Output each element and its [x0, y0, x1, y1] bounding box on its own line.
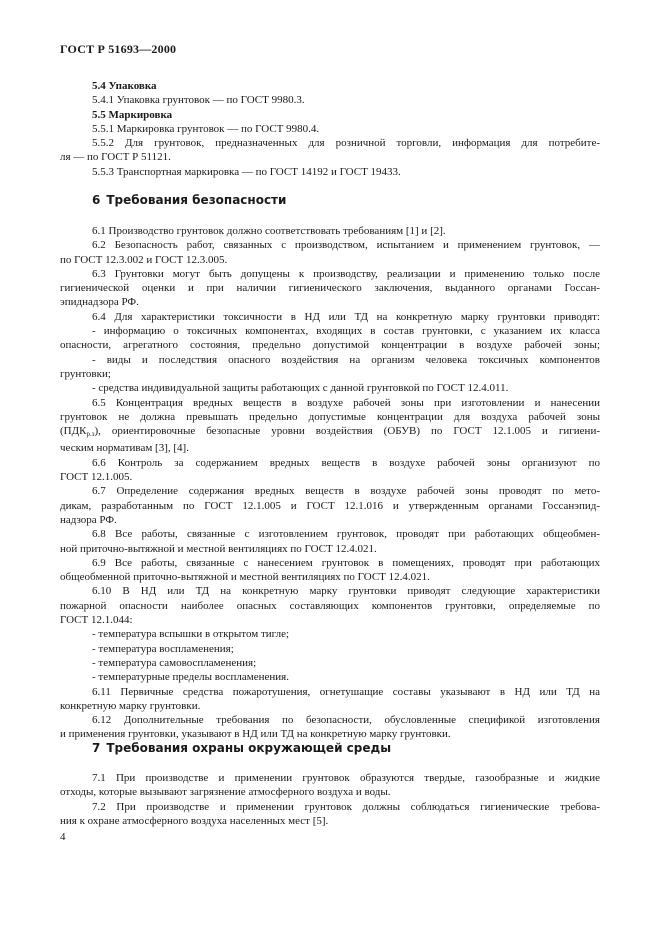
paragraph-line: 6.7 Определение содержания вредных веществ в воздухе рабочей зоны проводят по мето-	[92, 485, 600, 498]
paragraph-line: 5.5.3 Транспортная маркировка — по ГОСТ 14192 и ГОСТ 19433.	[92, 165, 401, 178]
list-item: - виды и последствия опасного воздействия на организм человека токсичных компонентов	[92, 353, 600, 366]
paragraph-line: опасности, агрегатного состояния, предельно допустимой концентрации в воздухе рабочей зоны;	[60, 339, 600, 352]
paragraph-line: 7.1 При производстве и применении грунтовок образуются твердые, газообразные и жидкие	[92, 772, 600, 784]
list-item: - температурные пределы воспламенения.	[92, 671, 289, 684]
paragraph-line: 6.11 Первичные средства пожаротушения, огнетушащие составы указывают в НД или ТД на	[92, 685, 600, 698]
paragraph-line: общеобменной приточно-вытяжной и местной вентиляциях по ГОСТ 12.4.021.	[60, 571, 430, 584]
paragraph-line: 6.10 В НД или ТД на конкретную марку грунтовки приводят следующие характеристики	[92, 585, 600, 598]
paragraph-line	[60, 424, 600, 441]
paragraph-line: и применения грунтовки, указывают в НД или ТД на конкретную марку грунтовки.	[60, 728, 451, 741]
list-item: - температура воспламенения;	[92, 642, 234, 655]
section-6-heading	[92, 193, 286, 207]
pdk-subscript: р.з	[86, 430, 95, 439]
paragraph-line: ния к охране атмосферного воздуха населенных мест [5].	[60, 814, 329, 827]
section-number: 7	[92, 741, 101, 755]
paragraph-line: 6.3 Грунтовки могут быть допущены к производству, реализации и применению только после	[92, 267, 600, 280]
paragraph-line: 6.9 Все работы, связанные с нанесением грунтовок в помещениях, проводят при работающих	[92, 556, 600, 569]
section-7-body	[60, 771, 600, 828]
list-item: - средства индивидуальной защиты работающих с данной грунтовкой по ГОСТ 12.4.011.	[92, 382, 509, 395]
section-number: 6	[92, 193, 101, 207]
paragraph-text: ), ориентировочные безопасные уровни воздействия (ОБУВ) по ГОСТ 12.1.005 и гигиени-	[94, 425, 600, 438]
paragraph-line: грунтовки;	[60, 367, 111, 380]
subsection-heading: 5.5 Маркировка	[92, 108, 173, 121]
paragraph-line: 5.5.2 Для грунтовок, предназначенных для розничной торговли, информация для потребите-	[92, 137, 600, 150]
paragraph-line: 6.8 Все работы, связанные с изготовлением грунтовок, проводят при работающих общеобмен-	[92, 528, 600, 541]
paragraph-line: 7.2 При производстве и применении грунтовок должны соблюдаться гигиенические требова-	[92, 800, 600, 813]
paragraph-line: ГОСТ 12.1.044:	[60, 614, 133, 627]
paragraph-line: ГОСТ 12.1.005.	[60, 471, 133, 484]
paragraph-line: по ГОСТ 12.3.002 и ГОСТ 12.3.005.	[60, 253, 228, 266]
paragraph-line: отходы, которые вызывают загрязнение атмосферного воздуха и воды.	[60, 786, 391, 799]
paragraph-line: 6.1 Производство грунтовок должно соответствовать требованиям [1] и [2].	[92, 225, 446, 237]
document-header: ГОСТ Р 51693—2000	[60, 42, 177, 56]
paragraph-line: ля — по ГОСТ Р 51121.	[60, 151, 171, 164]
paragraph-line: 6.5 Концентрация вредных веществ в воздухе рабочей зоны при изготовлении и нанесении	[92, 396, 600, 409]
paragraph-line: конкретную марку грунтовки.	[60, 699, 201, 712]
subsection-heading: 5.4 Упаковка	[92, 80, 157, 92]
paragraph-line: дикам, разработанным по ГОСТ 12.1.005 и ГОСТ 12.1.016 и утвержденным органами Госсанэпид-	[60, 499, 600, 512]
section-title: Требования охраны окружающей среды	[106, 741, 392, 755]
paragraph-line: грунтовок не должна превышать предельно допустимые концентрации для воздуха рабочей зоны	[60, 410, 600, 423]
list-item: - температура вспышки в открытом тигле;	[92, 628, 290, 641]
paragraph-line: 6.6 Контроль за содержанием вредных веществ в воздухе рабочей зоны организуют по	[92, 456, 600, 469]
paragraph-line: ческим нормативам [3], [4].	[60, 442, 189, 455]
section-title: Требования безопасности	[106, 193, 287, 207]
paragraph-line: 5.5.1 Маркировка грунтовок — по ГОСТ 9980.4.	[92, 122, 320, 135]
paragraph-line: гигиенической оценки и при наличии гигиенического заключения, выданного органами Госсан-	[60, 282, 600, 295]
paragraph-line: надзора РФ.	[60, 513, 117, 526]
paragraph-line: 6.4 Для характеристики токсичности в НД или ТД на конкретную марку грунтовки приводят:	[92, 310, 600, 323]
paragraph-line: ной приточно-вытяжной и местной вентиляциях по ГОСТ 12.4.021.	[60, 542, 377, 555]
list-item: - температура самовоспламенения;	[92, 656, 257, 669]
section-5-continuation	[60, 79, 600, 179]
paragraph-line: 6.2 Безопасность работ, связанных с производством, испытанием и применением грунтовок, —	[92, 239, 600, 252]
section-7-heading	[92, 741, 391, 755]
page-number: 4	[60, 831, 66, 843]
list-item: - информацию о токсичных компонентах, входящих в состав грунтовки, с указанием их класса	[92, 325, 600, 338]
paragraph-line: пожарной опасности наиболее опасных составляющих компонентов грунтовки, определяемые по	[60, 599, 600, 612]
paragraph-line: 5.4.1 Упаковка грунтовок — по ГОСТ 9980.3.	[92, 94, 305, 107]
section-6-body	[60, 224, 600, 742]
paragraph-line: эпиднадзора РФ.	[60, 296, 139, 309]
pdk-text: (ПДК	[60, 425, 87, 438]
paragraph-line: 6.12 Дополнительные требования по безопасности, обусловленные спецификой изготовления	[92, 714, 600, 727]
